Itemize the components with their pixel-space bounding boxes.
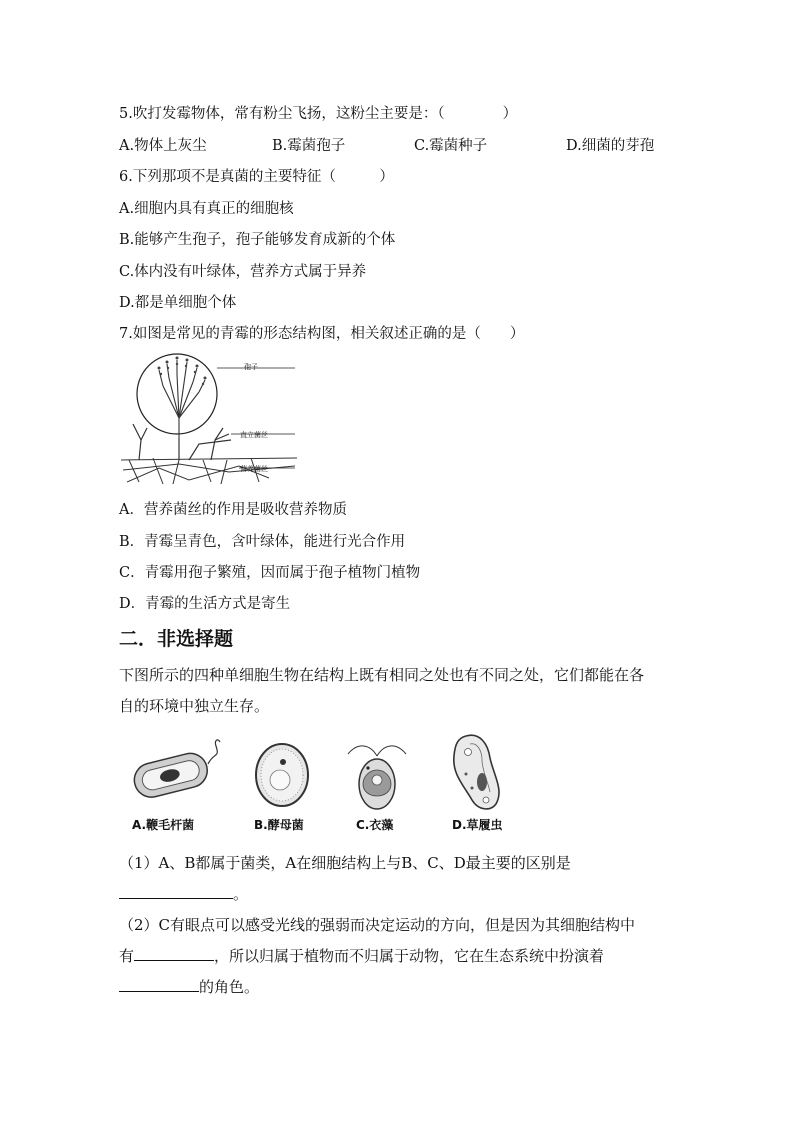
penicillium-figure [119, 348, 299, 486]
paramecium-figure [444, 730, 508, 814]
sub-question-2: （2）C有眼点可以感受光线的强弱而决定运动的方向，但是因为其细胞结构中 [119, 916, 636, 934]
intro-line-2: 自的环境中独立生存。 [119, 697, 270, 715]
q6-option-c: C.体内没有叶绿体，营养方式属于异养 [119, 264, 367, 280]
label-erect-hyphae: 直立菌丝 [240, 431, 268, 439]
answer-blank-1[interactable] [119, 884, 233, 899]
q5-option-d: D.细菌的芽孢 [566, 138, 655, 154]
q7-stem: 7.如图是常见的青霉的形态结构图，相关叙述正确的是（ ） [119, 326, 525, 342]
yeast-figure [252, 740, 312, 810]
intro-line-1: 下图所示的四种单细胞生物在结构上既有相同之处也有不同之处，它们都能在各 [119, 666, 645, 684]
label-spore: 孢子 [244, 363, 258, 371]
sub-question-2-line-2 [119, 945, 604, 966]
sub-question-2-middle: ，所以归属于植物而不归属于动物，它在生态系统中扮演着 [214, 947, 605, 965]
q5-stem: 5.吹打发霉物体，常有粉尘飞扬，这粉尘主要是：（ ） [119, 106, 518, 122]
sub-question-2-end: 的角色。 [199, 978, 260, 996]
answer-blank-3[interactable] [119, 977, 199, 992]
section-heading: 二．非选择题 [119, 628, 234, 650]
flagellated-bacillus-figure [128, 738, 224, 808]
q6-stem: 6.下列那项不是真菌的主要特征（ ） [119, 169, 394, 185]
q6-option-b: B.能够产生孢子，孢子能够发育成新的个体 [119, 232, 396, 248]
q7-option-a: A．营养菌丝的作用是吸收营养物质 [119, 502, 347, 518]
caption-c: C.衣藻 [356, 818, 394, 832]
sub-question-1: （1）A、B都属于菌类，A在细胞结构上与B、C、D最主要的区别是 [119, 854, 571, 872]
chlamydomonas-figure [344, 736, 410, 812]
label-vegetative-hyphae: 营养菌丝 [240, 465, 268, 473]
sub-question-2-start: 有 [119, 947, 135, 965]
q7-option-d: D．青霉的生活方式是寄生 [119, 596, 291, 612]
sub-question-1-end: 。 [233, 885, 249, 903]
caption-d: D.草履虫 [452, 818, 503, 832]
answer-blank-2[interactable] [134, 946, 214, 961]
q5-option-b: B.霉菌孢子 [272, 138, 346, 154]
q6-option-a: A.细胞内具有真正的细胞核 [119, 201, 294, 217]
sub-question-2-line-3 [119, 976, 259, 997]
q5-option-c: C.霉菌种子 [414, 138, 488, 154]
q7-option-b: B．青霉呈青色，含叶绿体，能进行光合作用 [119, 534, 406, 550]
q5-option-a: A.物体上灰尘 [119, 138, 207, 154]
q7-option-c: C．青霉用孢子繁殖，因而属于孢子植物门植物 [119, 565, 421, 581]
caption-a: A.鞭毛杆菌 [132, 818, 195, 832]
caption-b: B.酵母菌 [254, 818, 304, 832]
q6-option-d: D.都是单细胞个体 [119, 295, 237, 311]
sub-question-1-answer-line [119, 883, 248, 904]
